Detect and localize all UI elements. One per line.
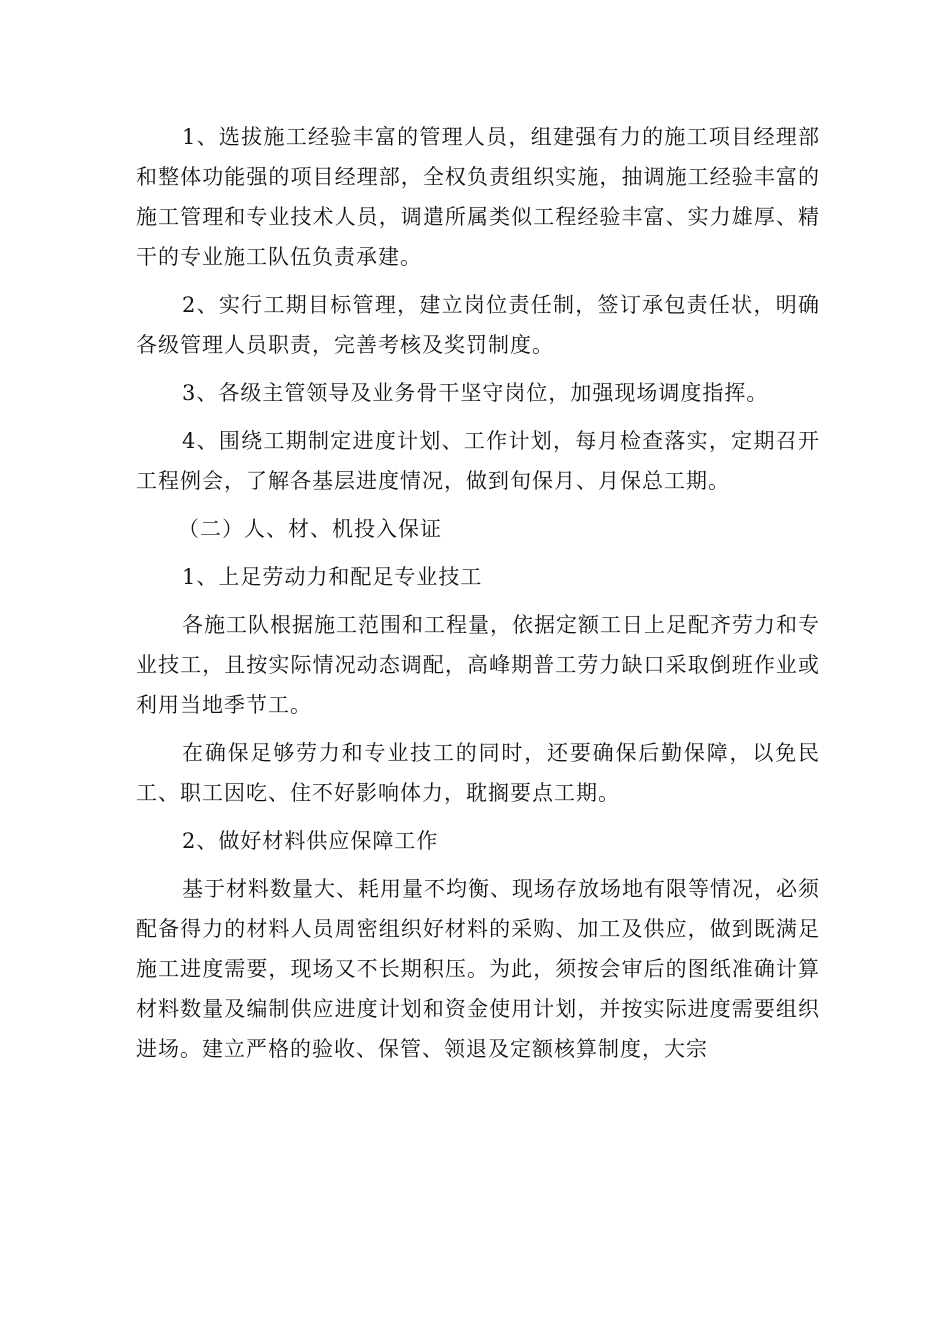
paragraph-materials: 基于材料数量大、耗用量不均衡、现场存放场地有限等情况，必须配备得力的材料人员周密组织好材料的采购、加工及供应，做到既满足施工进度需要，现场又不长期积压。为此，须按会审后的图纸准确计算材料数量及编制供应进度计划和资金使用计划，并按实际进度需要组织进场。建立严格的验收、保管、领退及定额核算制度，大宗 [136,877,820,1061]
paragraph-3: 3、各级主管领导及业务骨干坚守岗位，加强现场调度指挥。 [182,381,769,405]
paragraph-4: 4、围绕工期制定进度计划、工作计划，每月检查落实，定期召开工程例会，了解各基层进度情况，做到旬保月、月保总工期。 [136,429,820,493]
paragraph-2: 2、实行工期目标管理，建立岗位责任制，签订承包责任状，明确各级管理人员职责，完善考核及奖罚制度。 [136,293,820,357]
paragraph-labor-2: 在确保足够劳力和专业技工的同时，还要确保后勤保障，以免民工、职工因吃、住不好影响体力，耽搁要点工期。 [136,741,820,805]
subheading-labor: 1、上足劳动力和配足专业技工 [182,565,483,589]
document-body [136,117,820,1077]
paragraph-1: 1、选拔施工经验丰富的管理人员，组建强有力的施工项目经理部和整体功能强的项目经理部，全权负责组织实施，抽调施工经验丰富的施工管理和专业技术人员，调遣所属类似工程经验丰富、实力雄厚、精干的专业施工队伍负责承建。 [136,125,820,269]
section-heading-2: （二）人、材、机投入保证 [178,517,442,541]
paragraph-labor-1: 各施工队根据施工范围和工程量，依据定额工日上足配齐劳力和专业技工，且按实际情况动态调配，高峰期普工劳力缺口采取倒班作业或利用当地季节工。 [136,613,820,717]
subheading-materials: 2、做好材料供应保障工作 [182,829,439,853]
